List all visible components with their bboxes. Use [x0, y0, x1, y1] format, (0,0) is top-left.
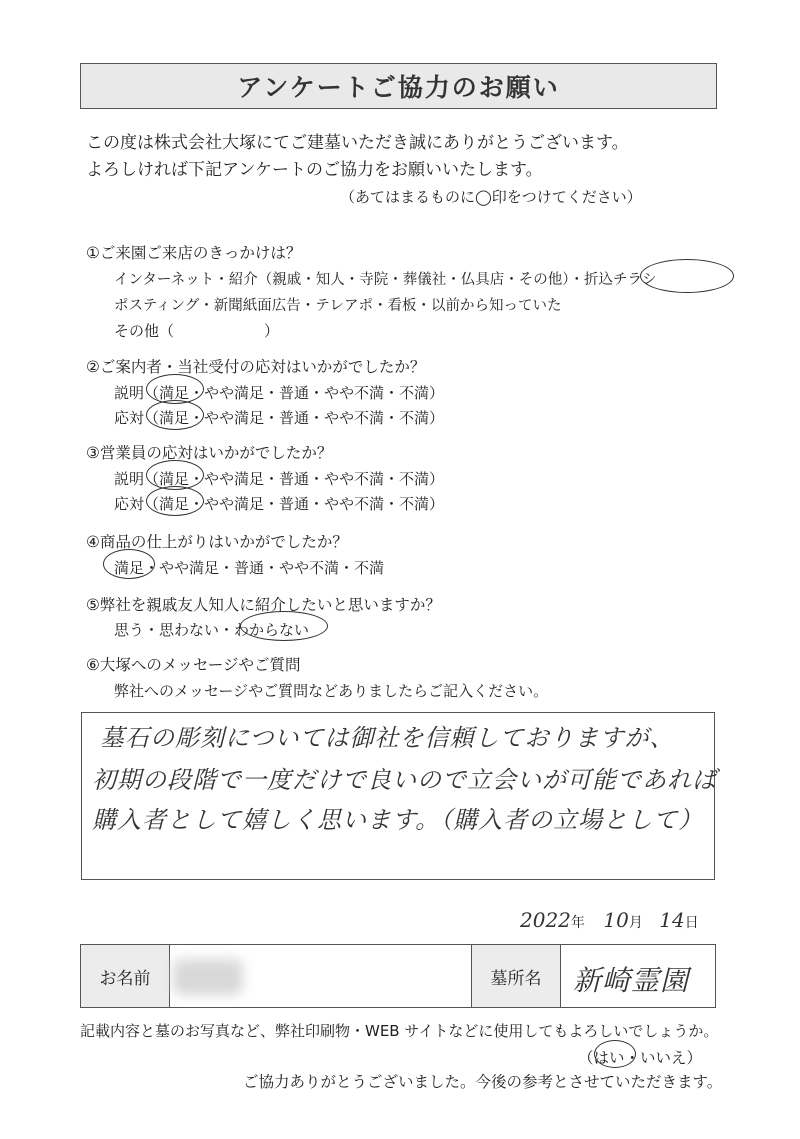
q3-row-2: 応対（満足・やや満足・普通・やや不満・不満）: [114, 495, 445, 513]
cemetery-value: 新崎霊園: [573, 964, 690, 997]
q4-row-1: 満足・やや満足・普通・やや不満・不満: [114, 559, 385, 577]
q1-options-line-3: その他（ ）: [114, 322, 280, 340]
question-2: ②ご案内者・当社受付の応対はいかがでしたか？: [86, 358, 426, 376]
date-year-unit: 年: [570, 915, 585, 931]
instruction-note: （あてはまるものに◯印をつけてください）: [340, 188, 642, 206]
date: [520, 908, 699, 932]
answer-circle-q4: [103, 549, 155, 579]
intro-line-2: よろしければ下記アンケートのご協力をお願いいたします。: [86, 160, 543, 180]
date-day-unit: 日: [684, 915, 699, 931]
q1-options-line-1: インターネット・紹介（親戚・知人・寺院・葬儀社・仏具店・その他）・折込チラシ: [114, 272, 657, 288]
answer-circle-q2-2: [146, 400, 204, 430]
q5-row-1: 思う・思わない・わからない: [114, 621, 310, 639]
q2-row-1: 説明（満足・やや満足・普通・やや不満・不満）: [114, 384, 445, 402]
name-label: お名前: [81, 945, 170, 1007]
message-line-3: 購入者として嬉しく思います。（購入者の立場として）: [92, 806, 704, 834]
intro-line-1: この度は株式会社大塚にてご建墓いただき誠にありがとうございます。: [86, 133, 629, 153]
question-5: ⑤弊社を親戚友人知人に紹介したいと思いますか？: [86, 596, 441, 614]
question-6: ⑥大塚へのメッセージやご質問: [86, 656, 301, 674]
thanks-text: ご協力ありがとうございました。今後の参考とさせていただきます。: [243, 1073, 723, 1091]
permission-choice: （はい・いいえ）: [578, 1049, 703, 1067]
q6-subtext: 弊社へのメッセージやご質問などありましたらご記入ください。: [114, 682, 549, 700]
message-line-1: 墓石の彫刻については御社を信頼しておりますが、: [100, 724, 675, 752]
page-title: アンケートご協力のお願い: [80, 63, 717, 109]
date-year: 2022: [520, 908, 571, 932]
q1-options-line-2: ポスティング・新聞紙面広告・テレアポ・看板・以前から知っていた: [114, 298, 562, 314]
question-4: ④商品の仕上がりはいかがでしたか？: [86, 533, 348, 551]
date-day: 14: [659, 908, 685, 932]
answer-circle-q1: [640, 259, 734, 293]
answer-circle-q3-2: [146, 486, 204, 516]
question-3: ③営業員の応対はいかがでしたか？: [86, 444, 333, 462]
permission-text: 記載内容と墓のお写真など、弊社印刷物・WEB サイトなどに使用してもよろしいでしょうか。: [80, 1022, 719, 1040]
answer-circle-q5: [240, 611, 328, 641]
date-month: 10: [603, 908, 629, 932]
message-line-2: 初期の段階で一度だけで良いので立会いが可能であれば: [92, 766, 717, 794]
name-table: [80, 944, 716, 1008]
question-1: ①ご来園ご来店のきっかけは？: [86, 244, 302, 262]
name-value-redacted: [173, 959, 243, 995]
q2-row-2: 応対（満足・やや満足・普通・やや不満・不満）: [114, 409, 445, 427]
cemetery-label: 墓所名: [471, 945, 561, 1007]
date-month-unit: 月: [628, 915, 643, 931]
answer-circle-permission: [594, 1040, 636, 1068]
q3-row-1: 説明（満足・やや満足・普通・やや不満・不満）: [114, 470, 445, 488]
